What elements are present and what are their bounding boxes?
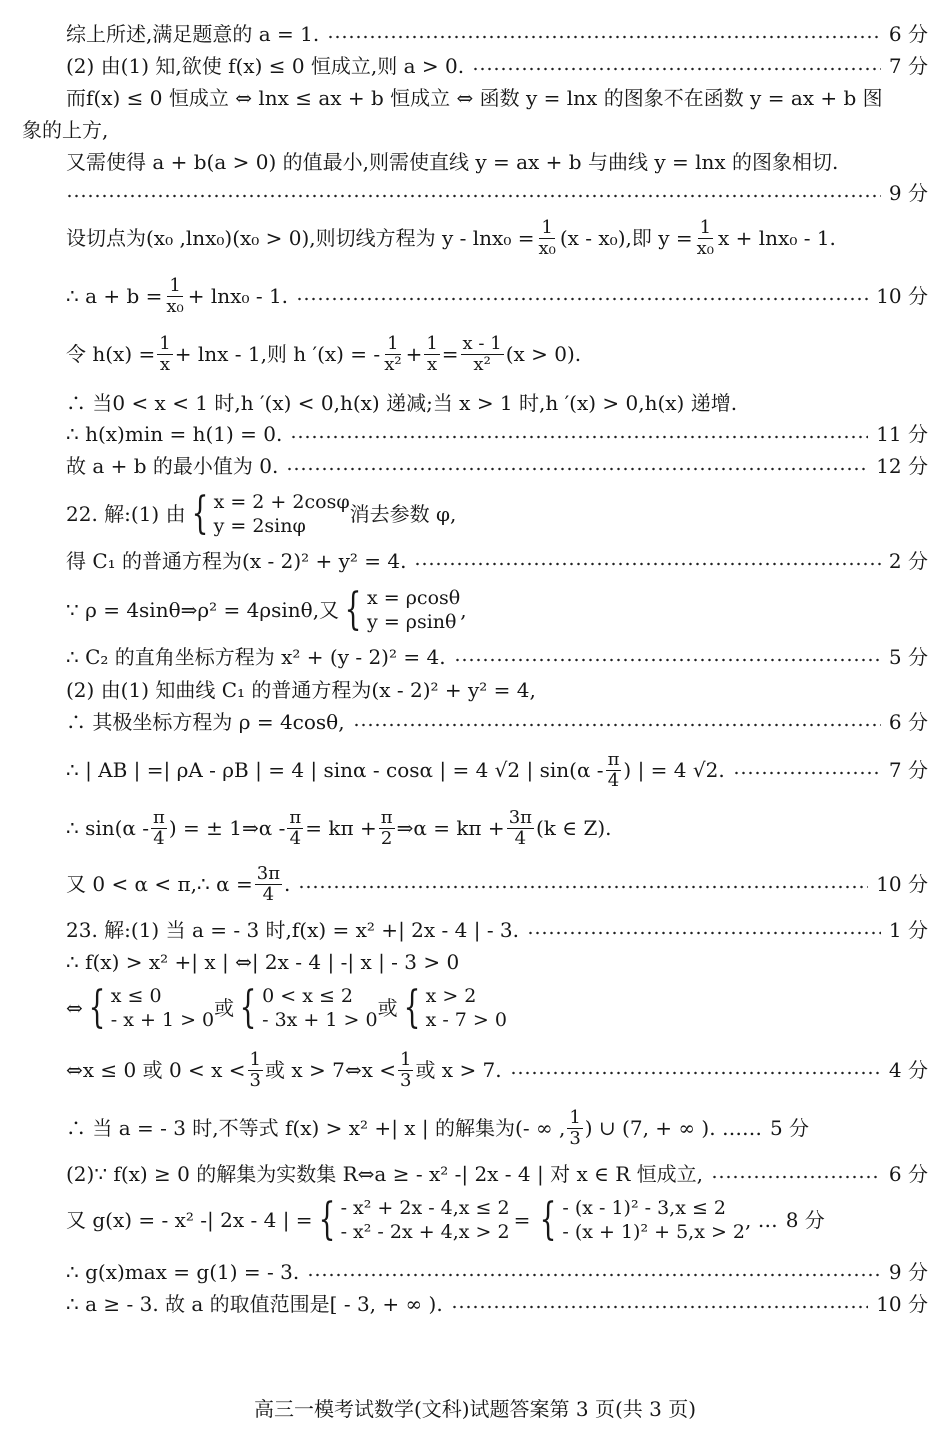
score-label: 10 分 [876,1292,928,1316]
score-label: 12 分 [876,454,928,478]
piecewise-function: { - x² + 2x - 4,x ≤ 2 - x² - 2x + 4,x > 2 [318,1194,510,1245]
line-17 [66,748,928,792]
fraction-numerator: π [380,806,393,828]
line-text: ) | = 4 √2. [623,758,725,782]
line-text: 又需使得 a + b(a > 0) 的值最小,则需使直线 y = ax + b 与曲线 y = lnx 的图象相切. [66,150,839,174]
line-text: (k ∈ Z). [536,816,612,840]
line-text: . [284,872,291,896]
line-text: 或 x > 7. [415,1058,502,1082]
line-text: ∴ | AB | =| ρA - ρB | = 4 | sinα - cosα | = 4 √2 | sin(α - [66,758,604,782]
line-text: , … [745,1208,778,1232]
score-label: 6 分 [888,710,928,734]
line-text: (x - x₀),即 y = [559,226,693,250]
system-row: x ≤ 0 [110,985,162,1007]
score-label: 10 分 [876,872,928,896]
dot-leader [296,297,868,301]
line-text: 象的上方, [22,118,109,142]
line-text: 22. 解:(1) 由 [66,502,186,526]
inequality-system: { 0 < x ≤ 2 - 3x + 1 > 0 [239,982,378,1033]
fraction [255,864,282,905]
fraction-numerator: 1 [169,274,181,296]
score-label: 8 分 [785,1208,825,1232]
fraction-numerator: 1 [426,332,438,354]
fraction-numerator: π [607,748,620,770]
fraction [536,218,557,259]
system-row: - x + 1 > 0 [110,1009,215,1031]
line-text: (x > 0). [505,342,582,366]
score-label: 5 分 [769,1116,810,1140]
dot-leader [527,931,881,935]
line-20 [66,918,928,942]
fraction [287,808,303,849]
score-label: 11 分 [876,422,928,446]
line-8 [66,391,928,415]
line-text: ∴ g(x)max = g(1) = - 3. [66,1260,300,1284]
system-row: - x² + 2x - 4,x ≤ 2 [340,1197,510,1219]
score-label: 7 分 [888,758,928,782]
line-2 [66,54,928,78]
line-text: ⇔ [66,996,83,1020]
line-14 [66,645,928,669]
system-row: - (x - 1)² - 3,x ≤ 2 [562,1197,726,1219]
system-row: y = ρsinθ [367,611,457,633]
line-text: + lnx - 1,则 h ′(x) = - [174,342,381,366]
piecewise-function: { - (x - 1)² - 3,x ≤ 2 - (x + 1)² + 5,x > 2 [539,1194,745,1245]
fraction [461,334,504,375]
line-text: (2) 由(1) 知,欲使 f(x) ≤ 0 恒成立,则 a > 0. [66,54,465,78]
fraction-numerator: 1 [569,1106,581,1128]
line-text: 或 x > 7⇔x < [265,1058,396,1082]
line-16 [66,710,928,734]
line-4b [66,181,928,205]
line-text: = kπ + [305,816,377,840]
line-text: 又 0 < α < π,∴ α = [66,872,253,896]
system-row: y = 2sinφ [213,515,306,537]
fraction-numerator: 1 [400,1048,412,1070]
line-text: + [405,342,423,366]
line-text: , [460,598,467,622]
line-21 [66,950,928,974]
line-3a [66,86,928,110]
line-text: ∴ f(x) > x² +| x | ⇔| 2x - 4 | -| x | - 3 > 0 [66,950,460,974]
fraction-denominator: x₀ [696,237,715,259]
score-label: 9 分 [888,1260,928,1284]
fraction [424,334,439,375]
fraction-denominator: 4 [514,827,527,849]
fraction-numerator: 1 [249,1048,261,1070]
line-text: ∴ h(x)min = h(1) = 0. [66,422,283,446]
fraction-denominator: 2 [380,827,393,849]
fraction-numerator: 3π [256,862,281,884]
fraction-denominator: 4 [153,827,165,849]
fraction [507,808,534,849]
line-text: ∴ a ≥ - 3. 故 a 的取值范围是[ - 3, + ∞ ). [66,1292,443,1316]
line-24 [66,1106,928,1150]
system-row: - 3x + 1 > 0 [262,1009,378,1031]
fraction-denominator: 3 [400,1069,412,1091]
fraction-denominator: 3 [249,1069,261,1091]
fraction-denominator: 4 [262,883,275,905]
fraction-numerator: 1 [387,332,399,354]
system-row: 0 < x ≤ 2 [262,985,354,1007]
fraction-denominator: x [159,353,171,375]
fraction-numerator: 1 [699,216,712,238]
fraction-denominator: 4 [607,769,620,791]
line-text: x + lnx₀ - 1. [718,226,836,250]
system-row: x > 2 [425,985,477,1007]
fraction-denominator: x [426,353,438,375]
line-text: (2)∵ f(x) ≥ 0 的解集为实数集 R⇔a ≥ - x² -| 2x - 4 | 对 x ∈ R 恒成立, [66,1162,704,1186]
score-label: 10 分 [876,284,928,308]
fraction-numerator: π [153,806,165,828]
line-text: ∵ ρ = 4sinθ⇒ρ² = 4ρsinθ,又 [66,598,340,622]
fraction [695,218,716,259]
fraction-denominator: x² [384,353,402,375]
line-text: (2) 由(1) 知曲线 C₁ 的普通方程为(x - 2)² + y² = 4, [66,678,536,702]
fraction-denominator: 3 [569,1127,581,1149]
equation-system: { x = 2 + 2cosφ y = 2sinφ [191,488,350,539]
fraction-numerator: 3π [508,806,532,828]
line-22 [66,982,928,1034]
dot-leader [290,435,868,439]
score-label: 1 分 [888,918,928,942]
dot-leader [307,1273,881,1277]
system-row: x - 7 > 0 [425,1009,507,1031]
line-text: ∴ sin(α - [66,816,150,840]
line-text: 设切点为(x₀ ,lnx₀)(x₀ > 0),则切线方程为 y - lnx₀ = [66,226,535,250]
dot-leader [414,562,880,566]
fraction [398,1050,413,1091]
score-label: 2 分 [888,549,928,573]
score-label: 5 分 [888,645,928,669]
dot-leader [454,658,881,662]
line-text: 或 [214,996,235,1020]
line-27 [66,1260,928,1284]
line-text: 而f(x) ≤ 0 恒成立 ⇔ lnx ≤ ax + b 恒成立 ⇔ 函数 y = lnx 的图象不在函数 y = ax + b 图 [66,86,883,110]
line-11 [66,488,928,540]
fraction-denominator: x₀ [166,295,184,317]
line-text: 综上所述,满足题意的 a = 1. [66,22,320,46]
line-12 [66,549,928,573]
line-19 [66,862,928,906]
score-label: 7 分 [888,54,928,78]
line-text: ∴ 当0 < x < 1 时,h ′(x) < 0,h(x) 递减;当 x > 1 时,h ′(x) > 0,h(x) 递增. [66,391,738,415]
system-row: x = 2 + 2cosφ [213,491,350,513]
line-1 [66,22,928,46]
fraction-numerator: 1 [159,332,171,354]
line-text: ∴ C₂ 的直角坐标方程为 x² + (y - 2)² = 4. [66,645,446,669]
line-text: ∴ a + b = [66,284,163,308]
line-text: 消去参数 φ, [349,502,457,526]
line-10 [66,454,928,478]
equation-system: { x = ρcosθ y = ρsinθ [344,584,461,635]
fraction [606,750,622,791]
fraction-denominator: x² [473,353,491,375]
line-4a [66,150,928,174]
fraction [151,808,167,849]
fraction-numerator: 1 [541,216,553,238]
line-text: ⇒α = kπ + [396,816,505,840]
line-text: ∴ 其极坐标方程为 ρ = 4cosθ, [66,710,345,734]
line-18 [66,806,928,850]
fraction [567,1108,582,1149]
line-5 [66,216,928,259]
fraction-numerator: π [289,806,302,828]
line-text: 得 C₁ 的普通方程为(x - 2)² + y² = 4. [66,549,407,573]
line-text: = [441,342,459,366]
line-15 [66,678,928,702]
line-text: ⇔x ≤ 0 或 0 < x < [66,1058,246,1082]
dot-leader [327,35,881,39]
line-13 [66,584,928,636]
line-text: 23. 解:(1) 当 a = - 3 时,f(x) = x² +| 2x - 4 | - 3. [66,918,520,942]
line-28 [66,1292,928,1316]
line-25 [66,1162,928,1186]
fraction [248,1050,263,1091]
dot-leader [711,1175,881,1179]
line-26 [66,1194,928,1246]
line-23 [66,1048,928,1092]
line-text: ∴ 当 a = - 3 时,不等式 f(x) > x² +| x | 的解集为(- ∞ , [66,1116,566,1140]
dot-leader [66,194,881,198]
dot-leader [353,723,881,727]
inequality-system: { x ≤ 0 - x + 1 > 0 [88,982,215,1033]
line-text: 又 g(x) = - x² -| 2x - 4 | = [66,1208,313,1232]
dot-leader [451,1305,869,1309]
score-label: 4 分 [888,1058,928,1082]
line-text: + lnx₀ - 1. [187,284,289,308]
system-row: - x² - 2x + 4,x > 2 [340,1221,510,1243]
line-text: ) = ± 1⇒α - [168,816,286,840]
score-label: 9 分 [888,181,928,205]
fraction [164,276,185,317]
line-3b [22,118,928,142]
dot-leader [472,67,881,71]
line-text: 或 [377,996,398,1020]
dot-leader [286,467,868,471]
dot-leader [510,1071,881,1075]
fraction [379,808,395,849]
line-9 [66,422,928,446]
fraction-numerator: x - 1 [462,332,502,354]
dot-leader [298,885,868,889]
fraction [157,334,172,375]
line-text: 故 a + b 的最小值为 0. [66,454,279,478]
score-label: 6 分 [888,1162,928,1186]
line-7 [66,332,928,375]
line-text: 令 h(x) = [66,342,156,366]
page-footer: 高三一模考试数学(文科)试题答案第 3 页(共 3 页) [253,1397,697,1421]
system-row: - (x + 1)² + 5,x > 2 [562,1221,745,1243]
fraction-denominator: 4 [289,827,302,849]
line-text: = [513,1208,531,1232]
inequality-system: { x > 2 x - 7 > 0 [403,982,507,1033]
score-label: 6 分 [888,22,928,46]
system-row: x = ρcosθ [367,587,461,609]
line-6 [66,274,928,317]
dot-leader [733,771,881,775]
fraction [382,334,403,375]
line-text: ) ∪ (7, + ∞ ). …… [584,1116,762,1140]
fraction-denominator: x₀ [538,237,556,259]
